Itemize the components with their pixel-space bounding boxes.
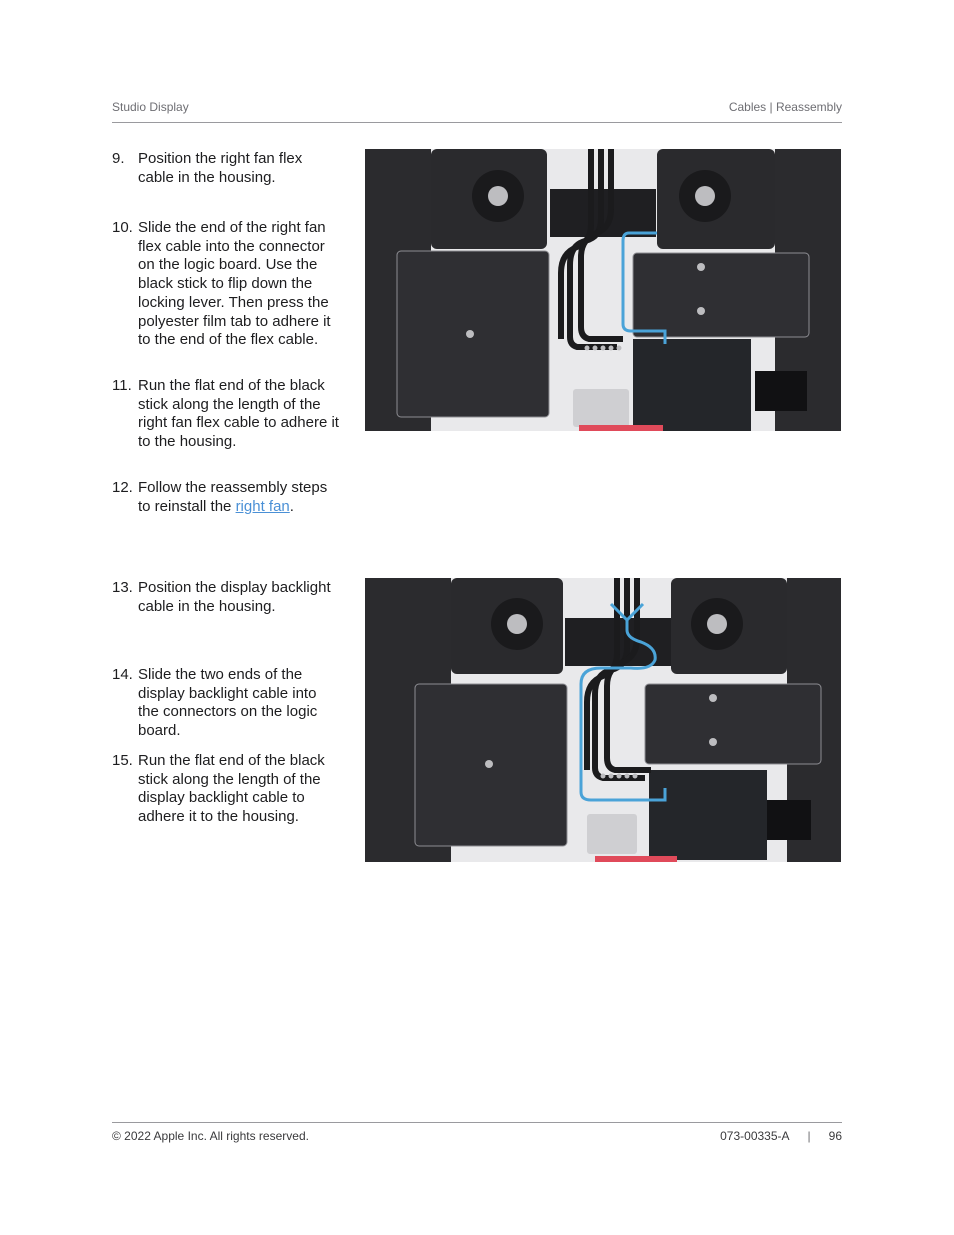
- step-number: 13.: [112, 579, 133, 596]
- step-number: 15.: [112, 752, 133, 769]
- step-number: 11.: [112, 377, 132, 394]
- step-15: [112, 752, 340, 827]
- step-number: 14.: [112, 666, 133, 683]
- step-text: [138, 479, 340, 516]
- footer-divider: [112, 1122, 842, 1123]
- step-10: [112, 219, 340, 350]
- step-text: Position the display backlight cable in the housing.: [138, 579, 331, 615]
- footer-separator: |: [807, 1129, 811, 1143]
- step-text: Position the right fan flex cable in the housing.: [138, 150, 303, 186]
- step-11: [112, 377, 340, 452]
- document-number: 073-00335-A: [720, 1129, 790, 1143]
- document-title: Studio Display: [112, 100, 189, 114]
- step-text: Run the flat end of the black stick along the length of the display backlight cable to adhere it to the housing.: [138, 752, 325, 826]
- right-fan-cable-illustration: [365, 149, 841, 431]
- step-text-after: .: [289, 497, 294, 515]
- step-14: [112, 666, 340, 741]
- step-number: 12.: [112, 479, 133, 496]
- sensor-plate-icon: [587, 814, 637, 854]
- step-number: 9.: [112, 150, 125, 167]
- step-text-before: Follow the reassembly steps to reinstall the: [138, 479, 328, 515]
- display-backlight-cable-illustration: [365, 578, 841, 862]
- copyright-notice: © 2022 Apple Inc. All rights reserved.: [112, 1129, 309, 1143]
- step-text: Run the flat end of the black stick along the length of the right fan flex cable to adhere it to the housing.: [138, 377, 339, 451]
- step-text: Slide the two ends of the display backlight cable into the connectors on the logic board.: [138, 666, 318, 740]
- display-backlight-cable-photo: [365, 578, 841, 862]
- step-text: Slide the end of the right fan flex cable into the connector on the logic board. Use the black stick to flip down the locking lever. Then press the polyester film tab to adhere it to the end of the flex cable.: [138, 219, 331, 349]
- page-number: 96: [828, 1129, 842, 1143]
- section-breadcrumb: Cables | Reassembly: [728, 100, 842, 114]
- step-12: [112, 479, 340, 516]
- right-fan-link[interactable]: right fan: [235, 497, 290, 515]
- footer-page-info: [720, 1129, 842, 1143]
- header-divider: [112, 122, 842, 123]
- right-fan-cable-photo: [365, 149, 841, 431]
- step-9: [112, 150, 340, 187]
- step-number: 10.: [112, 219, 133, 236]
- step-13: [112, 579, 340, 616]
- sensor-plate-icon: [573, 389, 629, 427]
